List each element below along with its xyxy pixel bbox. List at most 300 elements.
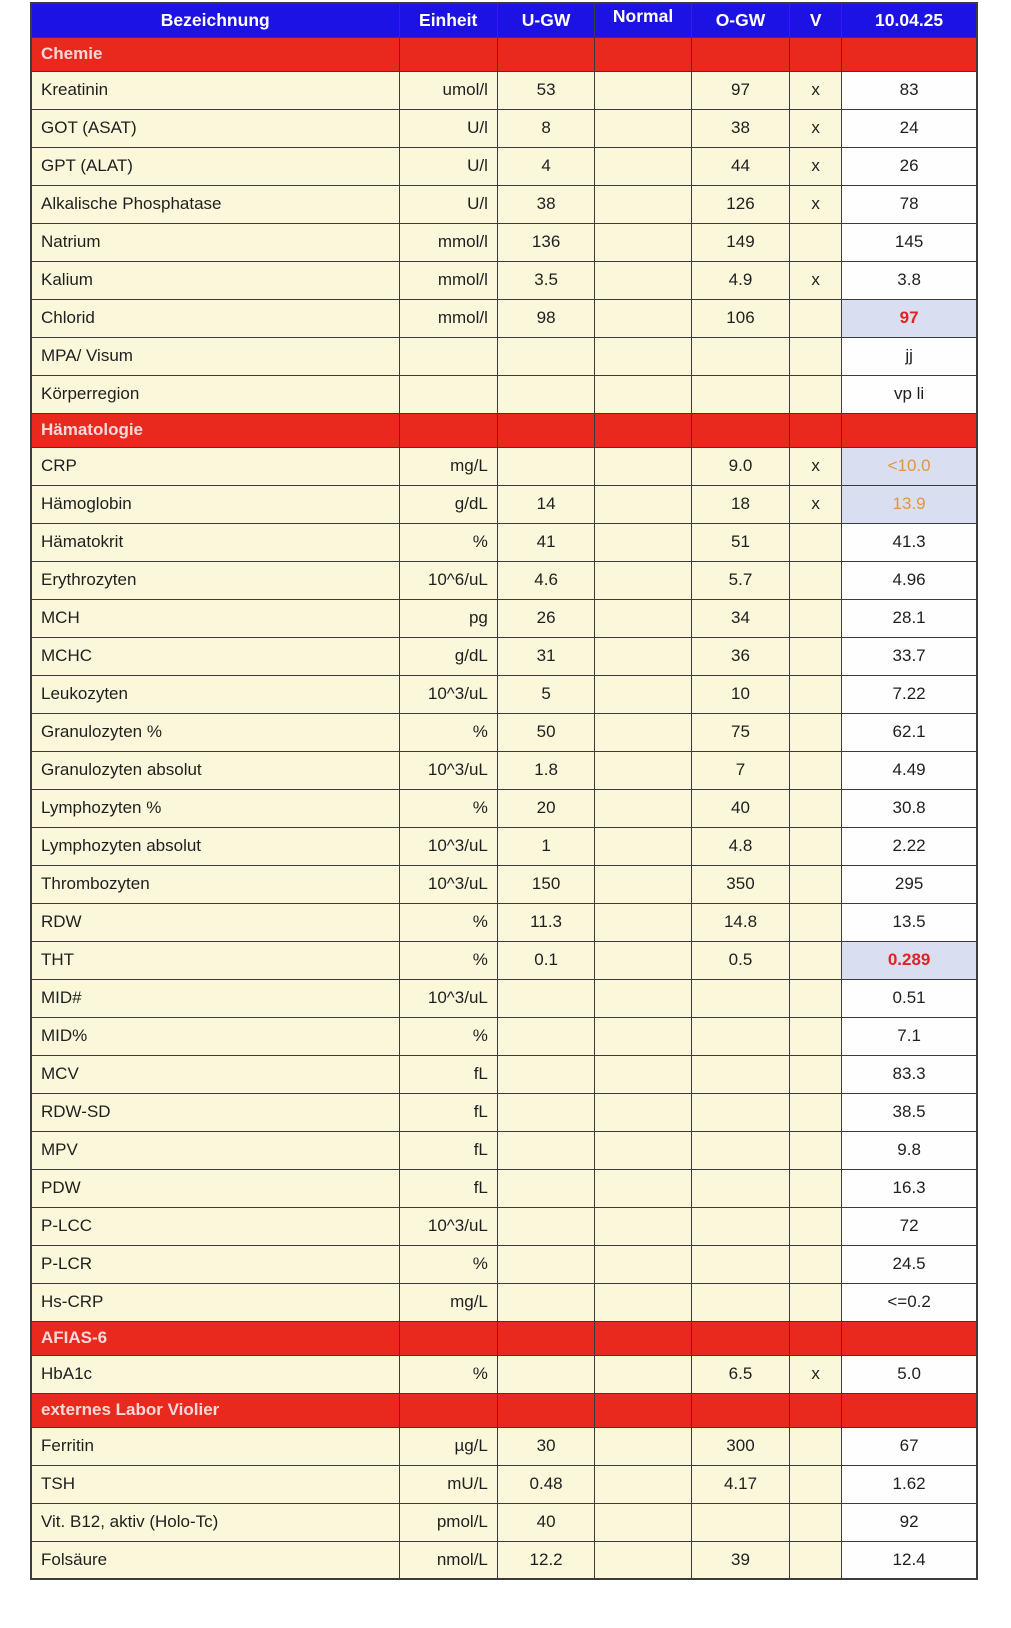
cell-date: 92 xyxy=(842,1503,977,1541)
param-name: Granulozyten % xyxy=(31,713,399,751)
param-name: Körperregion xyxy=(31,375,399,413)
cell-unit: % xyxy=(399,713,497,751)
table-row-alkalische-phosphatase xyxy=(31,185,977,223)
cell-v xyxy=(790,1017,842,1055)
section-cell xyxy=(595,1321,691,1355)
cell-ogw: 44 xyxy=(691,147,789,185)
param-name: MPA/ Visum xyxy=(31,337,399,375)
section-row-afias-6 xyxy=(31,1321,977,1355)
table-row-hs-crp xyxy=(31,1283,977,1321)
param-name: THT xyxy=(31,941,399,979)
cell-ugw: 41 xyxy=(497,523,594,561)
cell-ogw: 51 xyxy=(691,523,789,561)
cell-ogw xyxy=(691,1169,789,1207)
table-row-mch xyxy=(31,599,977,637)
section-cell xyxy=(790,37,842,71)
cell-v xyxy=(790,1245,842,1283)
cell-ogw: 18 xyxy=(691,485,789,523)
cell-ogw: 4.17 xyxy=(691,1465,789,1503)
cell-normal xyxy=(595,903,691,941)
cell-v xyxy=(790,827,842,865)
cell-normal xyxy=(595,1131,691,1169)
cell-ugw: 50 xyxy=(497,713,594,751)
cell-ogw xyxy=(691,1245,789,1283)
cell-ogw: 34 xyxy=(691,599,789,637)
section-cell xyxy=(497,1393,594,1427)
cell-ugw: 1.8 xyxy=(497,751,594,789)
cell-date: 62.1 xyxy=(842,713,977,751)
cell-unit: mmol/l xyxy=(399,261,497,299)
cell-normal xyxy=(595,71,691,109)
cell-ugw: 14 xyxy=(497,485,594,523)
cell-date: <=0.2 xyxy=(842,1283,977,1321)
param-name: MCV xyxy=(31,1055,399,1093)
table-row-k-rperregion xyxy=(31,375,977,413)
cell-normal xyxy=(595,1355,691,1393)
cell-v xyxy=(790,1207,842,1245)
cell-date: 12.4 xyxy=(842,1541,977,1579)
section-row-chemie xyxy=(31,37,977,71)
section-cell xyxy=(595,413,691,447)
cell-v: x xyxy=(790,1355,842,1393)
cell-ugw xyxy=(497,1207,594,1245)
param-name: Erythrozyten xyxy=(31,561,399,599)
section-cell xyxy=(691,37,789,71)
section-cell xyxy=(595,37,691,71)
cell-v xyxy=(790,1427,842,1465)
cell-v xyxy=(790,1131,842,1169)
cell-ogw: 0.5 xyxy=(691,941,789,979)
cell-unit: % xyxy=(399,523,497,561)
param-name: Ferritin xyxy=(31,1427,399,1465)
section-cell xyxy=(691,413,789,447)
param-name: P-LCC xyxy=(31,1207,399,1245)
cell-v xyxy=(790,375,842,413)
cell-normal xyxy=(595,109,691,147)
cell-ogw: 350 xyxy=(691,865,789,903)
table-row-hba1c xyxy=(31,1355,977,1393)
param-name: Lymphozyten % xyxy=(31,789,399,827)
cell-ogw: 300 xyxy=(691,1427,789,1465)
cell-ugw: 40 xyxy=(497,1503,594,1541)
cell-normal xyxy=(595,789,691,827)
cell-date: 4.49 xyxy=(842,751,977,789)
table-row-ferritin xyxy=(31,1427,977,1465)
table-row-lymphozyten-absolut xyxy=(31,827,977,865)
param-name: PDW xyxy=(31,1169,399,1207)
column-header-ogw: O-GW xyxy=(691,3,789,37)
cell-date: 83.3 xyxy=(842,1055,977,1093)
section-cell xyxy=(691,1321,789,1355)
cell-normal xyxy=(595,637,691,675)
cell-unit: mU/L xyxy=(399,1465,497,1503)
cell-normal xyxy=(595,337,691,375)
cell-v xyxy=(790,1465,842,1503)
cell-unit: fL xyxy=(399,1093,497,1131)
cell-normal xyxy=(595,1055,691,1093)
cell-ogw xyxy=(691,1207,789,1245)
param-name: RDW xyxy=(31,903,399,941)
cell-ogw: 149 xyxy=(691,223,789,261)
table-row-erythrozyten xyxy=(31,561,977,599)
cell-normal xyxy=(595,1465,691,1503)
cell-ugw xyxy=(497,1017,594,1055)
cell-date: 30.8 xyxy=(842,789,977,827)
cell-date: <10.0 xyxy=(842,447,977,485)
param-name: Chlorid xyxy=(31,299,399,337)
cell-ugw: 1 xyxy=(497,827,594,865)
cell-unit: mg/L xyxy=(399,1283,497,1321)
cell-v: x xyxy=(790,147,842,185)
cell-unit: 10^3/uL xyxy=(399,751,497,789)
cell-unit: pg xyxy=(399,599,497,637)
cell-ogw xyxy=(691,1503,789,1541)
cell-date: 0.289 xyxy=(842,941,977,979)
cell-unit: U/l xyxy=(399,185,497,223)
table-row-vit-b12-aktiv-holo-tc xyxy=(31,1503,977,1541)
cell-ogw xyxy=(691,1017,789,1055)
param-name: Leukozyten xyxy=(31,675,399,713)
cell-ugw xyxy=(497,1355,594,1393)
cell-ugw xyxy=(497,375,594,413)
cell-normal xyxy=(595,941,691,979)
cell-date: 2.22 xyxy=(842,827,977,865)
cell-unit: 10^3/uL xyxy=(399,865,497,903)
cell-v xyxy=(790,223,842,261)
cell-ugw: 26 xyxy=(497,599,594,637)
cell-unit: % xyxy=(399,1245,497,1283)
cell-ogw: 5.7 xyxy=(691,561,789,599)
cell-ugw xyxy=(497,1169,594,1207)
cell-date: 28.1 xyxy=(842,599,977,637)
section-cell xyxy=(790,1393,842,1427)
section-cell xyxy=(691,1393,789,1427)
cell-normal xyxy=(595,375,691,413)
cell-normal xyxy=(595,561,691,599)
table-row-p-lcc xyxy=(31,1207,977,1245)
cell-ogw: 10 xyxy=(691,675,789,713)
table-row-mchc xyxy=(31,637,977,675)
cell-ogw xyxy=(691,1131,789,1169)
param-name: Hs-CRP xyxy=(31,1283,399,1321)
param-name: Lymphozyten absolut xyxy=(31,827,399,865)
cell-normal xyxy=(595,485,691,523)
cell-normal xyxy=(595,1245,691,1283)
cell-unit: g/dL xyxy=(399,485,497,523)
cell-normal xyxy=(595,1169,691,1207)
param-name: Hämoglobin xyxy=(31,485,399,523)
cell-date: vp li xyxy=(842,375,977,413)
section-label: externes Labor Violier xyxy=(31,1393,399,1427)
cell-ugw xyxy=(497,1283,594,1321)
cell-normal xyxy=(595,1093,691,1131)
cell-v: x xyxy=(790,485,842,523)
section-cell xyxy=(399,37,497,71)
cell-date: 5.0 xyxy=(842,1355,977,1393)
cell-ogw: 75 xyxy=(691,713,789,751)
cell-normal xyxy=(595,185,691,223)
lab-results-table xyxy=(30,2,978,1580)
column-header-ugw: U-GW xyxy=(497,3,594,37)
cell-unit xyxy=(399,337,497,375)
cell-ugw: 11.3 xyxy=(497,903,594,941)
cell-v xyxy=(790,903,842,941)
param-name: MCHC xyxy=(31,637,399,675)
section-label: AFIAS-6 xyxy=(31,1321,399,1355)
cell-ugw: 53 xyxy=(497,71,594,109)
table-row-mpa-visum xyxy=(31,337,977,375)
table-row-pdw xyxy=(31,1169,977,1207)
cell-ugw xyxy=(497,1245,594,1283)
cell-normal xyxy=(595,1207,691,1245)
cell-v xyxy=(790,865,842,903)
cell-v xyxy=(790,789,842,827)
cell-date: 26 xyxy=(842,147,977,185)
cell-ugw: 5 xyxy=(497,675,594,713)
table-row-lymphozyten xyxy=(31,789,977,827)
cell-ugw: 31 xyxy=(497,637,594,675)
cell-ogw: 40 xyxy=(691,789,789,827)
cell-date: 97 xyxy=(842,299,977,337)
cell-unit: fL xyxy=(399,1169,497,1207)
table-row-kreatinin xyxy=(31,71,977,109)
cell-unit: % xyxy=(399,789,497,827)
table-row-fols-ure xyxy=(31,1541,977,1579)
cell-date: 33.7 xyxy=(842,637,977,675)
table-row-got-asat xyxy=(31,109,977,147)
cell-ugw: 30 xyxy=(497,1427,594,1465)
cell-ogw xyxy=(691,1055,789,1093)
cell-ogw: 36 xyxy=(691,637,789,675)
cell-v xyxy=(790,637,842,675)
cell-unit: umol/l xyxy=(399,71,497,109)
cell-ogw: 38 xyxy=(691,109,789,147)
cell-ogw: 126 xyxy=(691,185,789,223)
cell-unit: nmol/L xyxy=(399,1541,497,1579)
cell-ugw xyxy=(497,979,594,1017)
cell-ugw: 38 xyxy=(497,185,594,223)
cell-ugw xyxy=(497,1093,594,1131)
table-row-mcv xyxy=(31,1055,977,1093)
table-row-mid xyxy=(31,979,977,1017)
cell-v xyxy=(790,1541,842,1579)
cell-date: 78 xyxy=(842,185,977,223)
cell-normal xyxy=(595,447,691,485)
cell-unit: mg/L xyxy=(399,447,497,485)
cell-ugw: 0.48 xyxy=(497,1465,594,1503)
section-cell xyxy=(842,413,977,447)
param-name: Kalium xyxy=(31,261,399,299)
column-header-v: V xyxy=(790,3,842,37)
param-name: CRP xyxy=(31,447,399,485)
table-row-tht xyxy=(31,941,977,979)
param-name: RDW-SD xyxy=(31,1093,399,1131)
cell-normal xyxy=(595,751,691,789)
cell-date: 13.9 xyxy=(842,485,977,523)
param-name: MPV xyxy=(31,1131,399,1169)
cell-unit: % xyxy=(399,941,497,979)
cell-v xyxy=(790,1503,842,1541)
cell-ugw xyxy=(497,447,594,485)
cell-unit: U/l xyxy=(399,147,497,185)
cell-normal xyxy=(595,1017,691,1055)
cell-v xyxy=(790,561,842,599)
cell-ugw: 4.6 xyxy=(497,561,594,599)
table-row-h-matokrit xyxy=(31,523,977,561)
param-name: HbA1c xyxy=(31,1355,399,1393)
cell-unit: U/l xyxy=(399,109,497,147)
cell-unit: µg/L xyxy=(399,1427,497,1465)
cell-date: 41.3 xyxy=(842,523,977,561)
cell-v xyxy=(790,1055,842,1093)
cell-v: x xyxy=(790,71,842,109)
cell-ugw: 8 xyxy=(497,109,594,147)
cell-ogw: 4.8 xyxy=(691,827,789,865)
cell-ogw: 6.5 xyxy=(691,1355,789,1393)
cell-unit: 10^3/uL xyxy=(399,827,497,865)
cell-normal xyxy=(595,713,691,751)
param-name: MCH xyxy=(31,599,399,637)
cell-date: 16.3 xyxy=(842,1169,977,1207)
cell-ogw: 106 xyxy=(691,299,789,337)
table-row-tsh xyxy=(31,1465,977,1503)
cell-unit: % xyxy=(399,903,497,941)
cell-unit: mmol/l xyxy=(399,299,497,337)
param-name: Natrium xyxy=(31,223,399,261)
param-name: Alkalische Phosphatase xyxy=(31,185,399,223)
cell-unit: % xyxy=(399,1017,497,1055)
cell-v xyxy=(790,299,842,337)
cell-date: jj xyxy=(842,337,977,375)
section-cell xyxy=(790,413,842,447)
table-row-mid xyxy=(31,1017,977,1055)
column-header-normal: Normal xyxy=(595,3,691,37)
table-row-gpt-alat xyxy=(31,147,977,185)
cell-ogw: 4.9 xyxy=(691,261,789,299)
table-row-p-lcr xyxy=(31,1245,977,1283)
cell-ogw: 7 xyxy=(691,751,789,789)
cell-v xyxy=(790,599,842,637)
section-cell xyxy=(399,1321,497,1355)
cell-normal xyxy=(595,1503,691,1541)
table-row-rdw-sd xyxy=(31,1093,977,1131)
section-label: Hämatologie xyxy=(31,413,399,447)
cell-v xyxy=(790,675,842,713)
param-name: MID# xyxy=(31,979,399,1017)
param-name: P-LCR xyxy=(31,1245,399,1283)
table-row-crp xyxy=(31,447,977,485)
section-label: Chemie xyxy=(31,37,399,71)
cell-normal xyxy=(595,865,691,903)
param-name: GPT (ALAT) xyxy=(31,147,399,185)
param-name: Thrombozyten xyxy=(31,865,399,903)
column-header-date: 10.04.25 xyxy=(842,3,977,37)
cell-unit: 10^3/uL xyxy=(399,1207,497,1245)
cell-ogw xyxy=(691,1283,789,1321)
cell-v: x xyxy=(790,261,842,299)
cell-normal xyxy=(595,523,691,561)
cell-ogw xyxy=(691,337,789,375)
cell-ugw xyxy=(497,337,594,375)
cell-date: 7.1 xyxy=(842,1017,977,1055)
cell-v: x xyxy=(790,109,842,147)
cell-ugw xyxy=(497,1055,594,1093)
cell-unit: 10^3/uL xyxy=(399,675,497,713)
cell-date: 24 xyxy=(842,109,977,147)
cell-normal xyxy=(595,979,691,1017)
cell-unit: fL xyxy=(399,1055,497,1093)
cell-v: x xyxy=(790,447,842,485)
section-row-externes-labor-violier xyxy=(31,1393,977,1427)
table-row-thrombozyten xyxy=(31,865,977,903)
cell-ugw: 136 xyxy=(497,223,594,261)
table-row-leukozyten xyxy=(31,675,977,713)
cell-date: 0.51 xyxy=(842,979,977,1017)
cell-v xyxy=(790,523,842,561)
table-row-rdw xyxy=(31,903,977,941)
section-cell xyxy=(497,1321,594,1355)
table-row-kalium xyxy=(31,261,977,299)
cell-ugw: 4 xyxy=(497,147,594,185)
header-row xyxy=(31,3,977,37)
param-name: Kreatinin xyxy=(31,71,399,109)
cell-ugw: 3.5 xyxy=(497,261,594,299)
cell-normal xyxy=(595,223,691,261)
cell-ogw xyxy=(691,375,789,413)
cell-normal xyxy=(595,1283,691,1321)
table-row-mpv xyxy=(31,1131,977,1169)
cell-ugw: 150 xyxy=(497,865,594,903)
section-cell xyxy=(497,37,594,71)
cell-v xyxy=(790,979,842,1017)
cell-v xyxy=(790,1093,842,1131)
section-cell xyxy=(842,1393,977,1427)
table-header xyxy=(31,3,977,37)
cell-unit: % xyxy=(399,1355,497,1393)
cell-v xyxy=(790,337,842,375)
cell-date: 295 xyxy=(842,865,977,903)
section-row-h-matologie xyxy=(31,413,977,447)
cell-ogw: 14.8 xyxy=(691,903,789,941)
cell-date: 9.8 xyxy=(842,1131,977,1169)
cell-v xyxy=(790,751,842,789)
section-cell xyxy=(399,1393,497,1427)
param-name: Hämatokrit xyxy=(31,523,399,561)
cell-ogw: 97 xyxy=(691,71,789,109)
cell-v xyxy=(790,1169,842,1207)
cell-date: 4.96 xyxy=(842,561,977,599)
cell-unit: 10^6/uL xyxy=(399,561,497,599)
cell-date: 7.22 xyxy=(842,675,977,713)
cell-ugw: 20 xyxy=(497,789,594,827)
cell-normal xyxy=(595,1427,691,1465)
section-cell xyxy=(595,1393,691,1427)
param-name: MID% xyxy=(31,1017,399,1055)
cell-unit: g/dL xyxy=(399,637,497,675)
cell-ogw xyxy=(691,979,789,1017)
cell-normal xyxy=(595,599,691,637)
table-row-granulozyten xyxy=(31,713,977,751)
cell-v xyxy=(790,941,842,979)
cell-v xyxy=(790,1283,842,1321)
cell-date: 38.5 xyxy=(842,1093,977,1131)
table-row-granulozyten-absolut xyxy=(31,751,977,789)
cell-normal xyxy=(595,827,691,865)
cell-normal xyxy=(595,147,691,185)
cell-normal xyxy=(595,299,691,337)
cell-normal xyxy=(595,675,691,713)
cell-normal xyxy=(595,261,691,299)
